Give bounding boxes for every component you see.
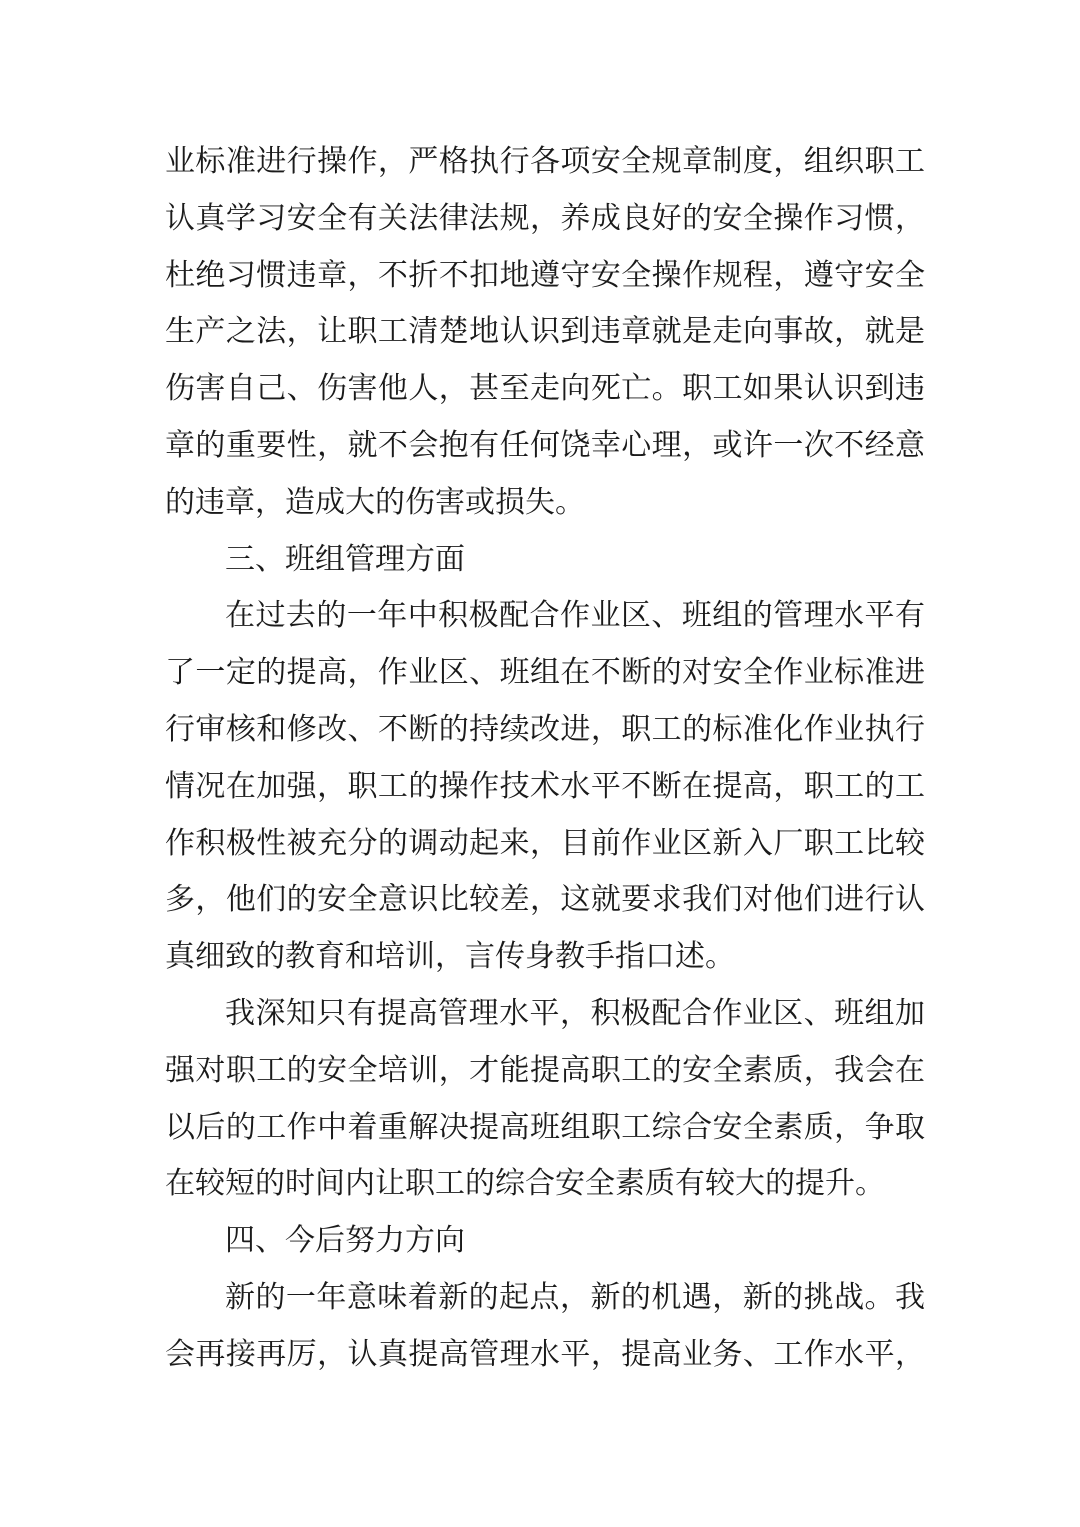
text-line: 真细致的教育和培训，言传身教手指口述。: [165, 939, 735, 975]
text-line: 认真学习安全有关法律法规，养成良好的安全操作习惯，: [165, 200, 925, 236]
text-line: 四、今后努力方向: [225, 1223, 465, 1259]
text-line: 在过去的一年中积极配合作业区、班组的管理水平有: [225, 598, 925, 634]
document-body: [165, 134, 925, 1384]
text-line: 三、班组管理方面: [225, 541, 465, 577]
text-line: 以后的工作中着重解决提高班组职工综合安全素质，争取: [165, 1109, 925, 1145]
text-line: 多，他们的安全意识比较差，这就要求我们对他们进行认: [165, 882, 925, 918]
text-line: 新的一年意味着新的起点，新的机遇，新的挑战。我: [225, 1279, 925, 1315]
text-line: 强对职工的安全培训，才能提高职工的安全素质，我会在: [165, 1052, 925, 1088]
text-line: 作积极性被充分的调动起来，目前作业区新入厂职工比较: [165, 825, 925, 861]
text-line: 行审核和修改、不断的持续改进，职工的标准化作业执行: [165, 711, 925, 747]
text-line: 业标准进行操作，严格执行各项安全规章制度，组织职工: [165, 144, 925, 179]
text-line: 生产之法，让职工清楚地认识到违章就是走向事故，就是: [165, 314, 925, 350]
text-line: 情况在加强，职工的操作技术水平不断在提高，职工的工: [165, 768, 925, 804]
text-line: 伤害自己、伤害他人，甚至走向死亡。职工如果认识到违: [165, 371, 925, 407]
text-line: 在较短的时间内让职工的综合安全素质有较大的提升。: [165, 1166, 885, 1202]
text-line: 我深知只有提高管理水平，积极配合作业区、班组加: [225, 995, 925, 1031]
text-line: 会再接再厉，认真提高管理水平，提高业务、工作水平，: [165, 1336, 925, 1372]
text-line: 的违章，造成大的伤害或损失。: [165, 484, 585, 520]
text-line: 章的重要性，就不会抱有任何饶幸心理，或许一次不经意: [165, 427, 925, 463]
text-line: 杜绝习惯违章，不折不扣地遵守安全操作规程，遵守安全: [165, 257, 925, 293]
text-line: 了一定的提高，作业区、班组在不断的对安全作业标准进: [165, 655, 925, 691]
